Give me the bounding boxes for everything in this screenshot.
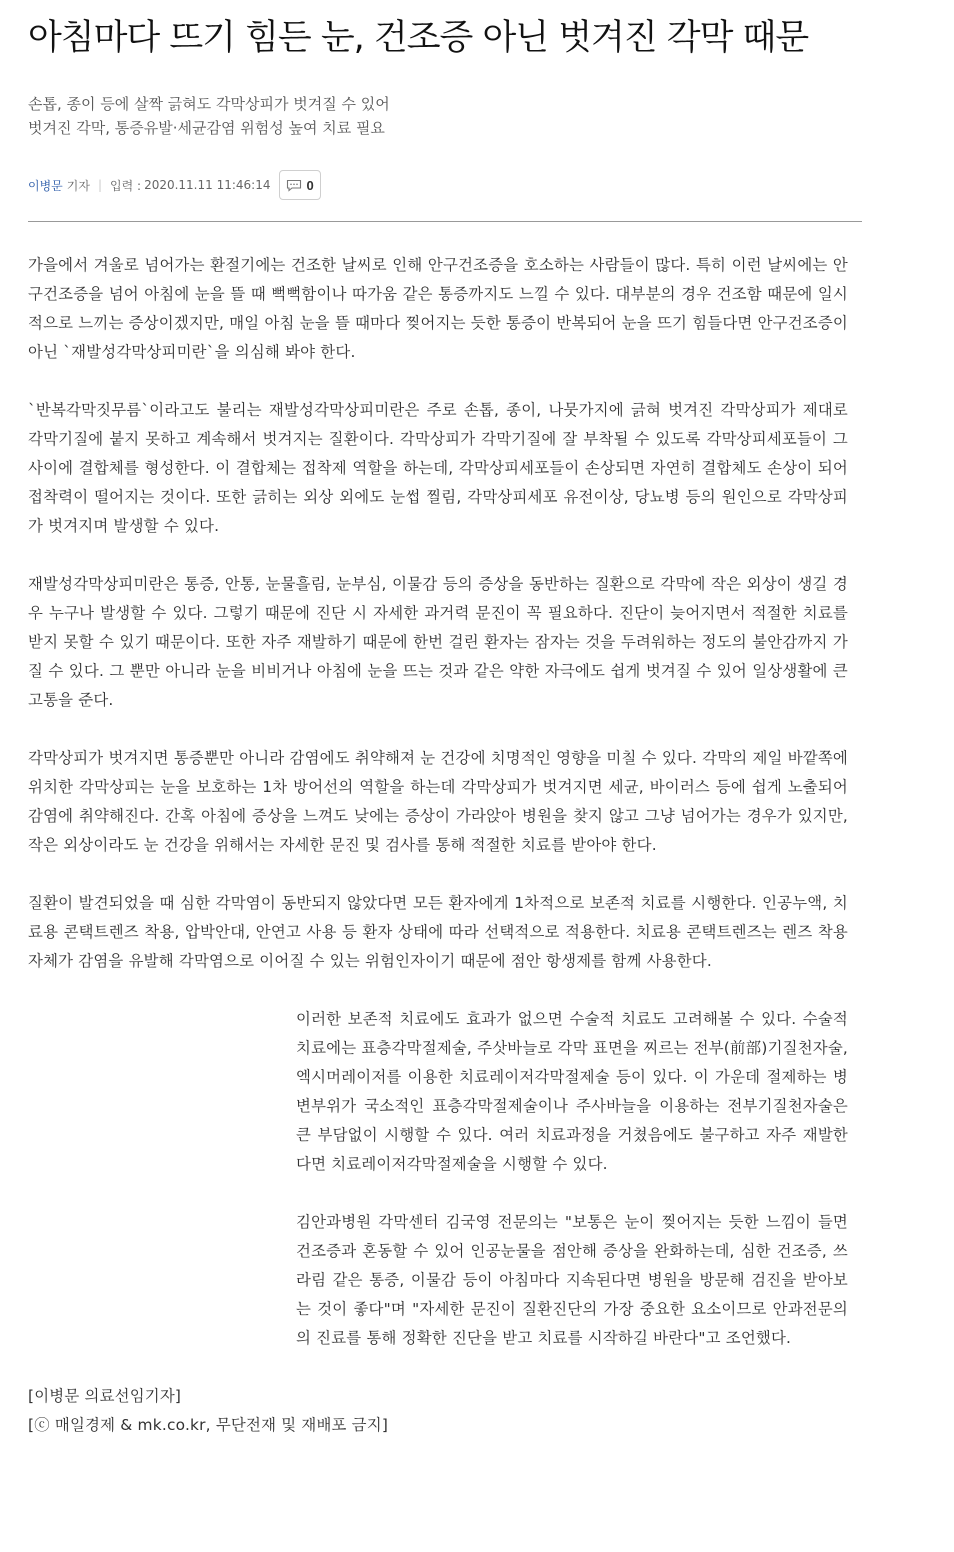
- article-paragraph: 이러한 보존적 치료에도 효과가 없으면 수술적 치료도 고려해볼 수 있다. 수술적 치료에는 표층각막절제술, 주삿바늘로 각막 표면을 찌르는 전부(前部)기질천자술, 엑시머레이저를 이용한 치료레이저각막절제술 등이 있다. 이 가운데 절제하는 병변부위가 국소적인 표층각막절제술이나 주사바늘을 이용하는 전부기질천자술은 큰 부담없이 시행할 수 있다. 여러 치료과정을 거쳤음에도 불구하고 자주 재발한다면 치료레이저각막절제술을 시행할 수 있다.: [296, 1010, 848, 1173]
- subheadline: 벗겨진 각막, 통증유발·세균감염 위험성 높여 치료 필요: [28, 119, 385, 137]
- article-body: [28, 251, 848, 1440]
- author-role: 기자: [66, 178, 90, 193]
- image-placeholder-space: [28, 1005, 296, 1325]
- article-headline: 아침마다 뜨기 힘든 눈, 건조증 아닌 벗겨진 각막 때문: [28, 18, 809, 58]
- meta-separator: |: [97, 178, 103, 192]
- article-paragraph: 재발성각막상피미란은 통증, 안통, 눈물흘림, 눈부심, 이물감 등의 증상을 동반하는 질환으로 각막에 작은 외상이 생길 경우 누구나 발생할 수 있다. 그렇기 때문에 진단 시 자세한 과거력 문진이 꼭 필요하다. 진단이 늦어지면서 적절한 치료를 받지 못할 수 있기 때문이다. 또한 자주 재발하기 때문에 한번 걸린 환자는 잠자는 것을 두려워하는 정도의 불안감까지 가질 수 있다. 그 뿐만 아니라 눈을 비비거나 아침에 눈을 뜨는 것과 같은 약한 자극에도 쉽게 벗겨질 수 있어 일상생활에 큰 고통을 준다.: [28, 575, 848, 709]
- author-name-link[interactable]: 이병문: [28, 178, 63, 193]
- article-paragraph: 각막상피가 벗겨지면 통증뿐만 아니라 감염에도 취약해져 눈 건강에 치명적인 영향을 미칠 수 있다. 각막의 제일 바깥쪽에 위치한 각막상피는 눈을 보호하는 1차 방어선의 역할을 하는데 각막상피가 벗겨지면 세균, 바이러스 등에 쉽게 노출되어 감염에 취약해진다. 간혹 아침에 증상을 느껴도 낮에는 증상이 가라앉아 병원을 찾지 않고 그냥 넘어가는 경우가 있지만, 작은 외상이라도 눈 건강을 위해서는 자세한 문진 및 검사를 통해 적절한 치료를 받아야 한다.: [28, 749, 848, 854]
- article-subheadlines: [28, 92, 862, 140]
- article-paragraph: `반복각막짓무름`이라고도 불리는 재발성각막상피미란은 주로 손톱, 종이, 나뭇가지에 긁혀 벗겨진 각막상피가 제대로 각막기질에 붙지 못하고 계속해서 벗겨지는 질환이다. 각막상피가 각막기질에 잘 부착될 수 있도록 각막상피세포들이 그 사이에 결합체를 형성한다. 이 결합체는 접착제 역할을 하는데, 각막상피세포들이 손상되면 자연히 결합체도 손상이 되어 접착력이 떨어지는 것이다. 또한 긁히는 외상 외에도 눈썹 찔림, 각막상피세포 유전이상, 당뇨병 등의 원인으로 각막상피가 벗겨지며 발생할 수 있다.: [28, 401, 848, 535]
- reporter-credit: [이병문 의료선임기자]: [28, 1387, 182, 1405]
- article-meta: [28, 169, 862, 201]
- header-divider: [28, 221, 862, 222]
- article-credits: [28, 1382, 848, 1440]
- subheadline: 손톱, 종이 등에 살짝 긁혀도 각막상피가 벗겨질 수 있어: [28, 95, 390, 113]
- published-date-label: 입력 :: [110, 178, 142, 193]
- article: [28, 0, 862, 1440]
- published-date: 2020.11.11 11:46:14: [144, 178, 271, 192]
- article-paragraph: 질환이 발견되었을 때 심한 각막염이 동반되지 않았다면 모든 환자에게 1차적으로 보존적 치료를 시행한다. 인공누액, 치료용 콘택트렌즈 착용, 압박안대, 안연고 사용 등 환자 상태에 따라 선택적으로 적용한다. 치료용 콘택트렌즈는 렌즈 착용 자체가 감염을 유발해 각막염으로 이어질 수 있는 위험인자이기 때문에 점안 항생제를 함께 사용한다.: [28, 894, 848, 970]
- article-paragraph: 가을에서 겨울로 넘어가는 환절기에는 건조한 날씨로 인해 안구건조증을 호소하는 사람들이 많다. 특히 이런 날씨에는 안구건조증을 넘어 아침에 눈을 뜰 때 뻑뻑함이나 따가움 같은 통증까지도 느낄 수 있다. 대부분의 경우 건조함 때문에 일시적으로 느끼는 증상이겠지만, 매일 아침 눈을 뜰 때마다 찢어지는 듯한 통증이 반복되어 눈을 뜨기 힘들다면 안구건조증이 아닌 `재발성각막상피미란`을 의심해 봐야 한다.: [28, 256, 848, 361]
- comment-button[interactable]: [279, 170, 320, 200]
- comment-count: 0: [306, 177, 314, 193]
- copyright-notice: [ⓒ 매일경제 & mk.co.kr, 무단전재 및 재배포 금지]: [28, 1416, 389, 1434]
- speech-bubble-icon: [286, 179, 302, 192]
- article-paragraph: 김안과병원 각막센터 김국영 전문의는 "보통은 눈이 찢어지는 듯한 느낌이 들면 건조증과 혼동할 수 있어 인공눈물을 점안해 증상을 완화하는데, 심한 건조증, 쓰라림 같은 통증, 이물감 등이 아침마다 지속된다면 병원을 방문해 검진을 받아보는 것이 좋다"며 "자세한 문진이 질환진단의 가장 중요한 요소이므로 안과전문의의 진료를 통해 정확한 진단을 받고 치료를 시작하길 바란다"고 조언했다.: [296, 1213, 848, 1347]
